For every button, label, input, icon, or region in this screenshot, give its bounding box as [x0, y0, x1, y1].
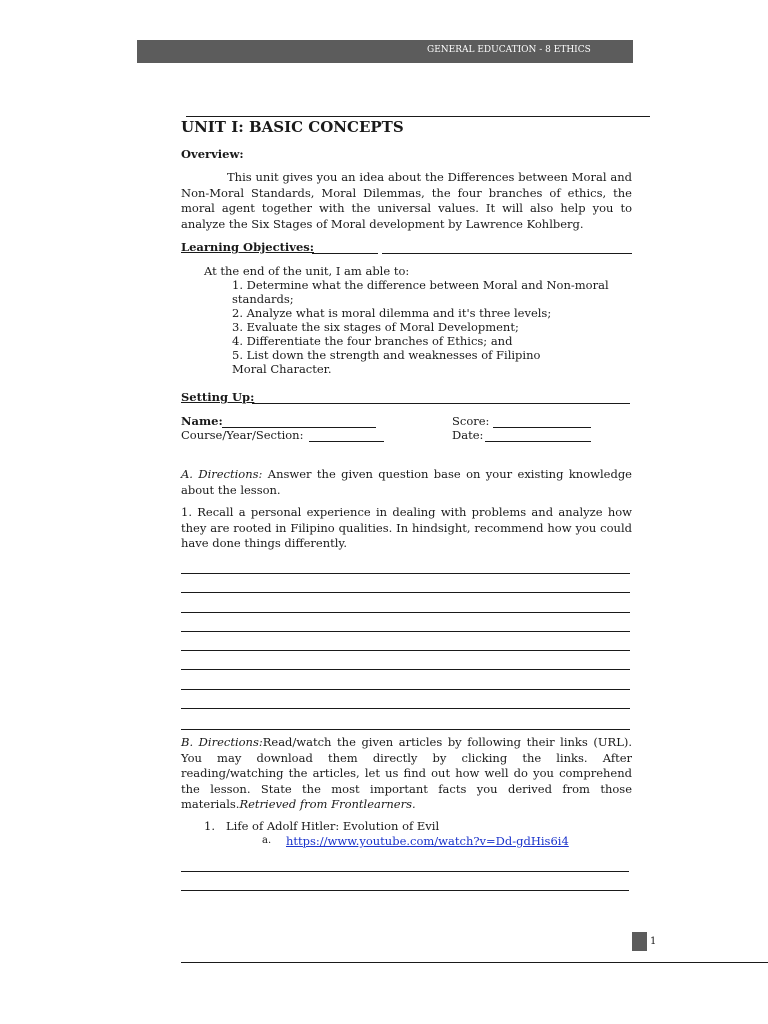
objective-item: 4. Differentiate the four branches of Ethics; and — [232, 334, 513, 348]
title-rule — [186, 116, 650, 117]
answer-line[interactable] — [181, 669, 630, 670]
page-number-box — [632, 932, 647, 951]
objectives-intro: At the end of the unit, I am able to: — [204, 264, 410, 278]
objective-item: Moral Character. — [232, 362, 332, 376]
answer-line[interactable] — [181, 592, 630, 593]
objective-item: 3. Evaluate the six stages of Moral Development; — [232, 320, 519, 334]
answer-line[interactable] — [181, 631, 630, 632]
part-b-text: Read/watch the given articles by following their links (URL). You may download them directly by clicking the links. After reading/watching the articles, let us find out how well do you comprehend the lesson. State the most important facts you derived from those materials. — [181, 735, 632, 811]
setting-up-underline — [252, 403, 630, 404]
overview-paragraph — [181, 170, 632, 232]
part-a-label: A. Directions: — [181, 467, 263, 481]
answer-line[interactable] — [181, 729, 630, 730]
answer-line[interactable] — [181, 650, 630, 651]
score-blank[interactable] — [493, 427, 591, 428]
article-title: Life of Adolf Hitler: Evolution of Evil — [226, 819, 440, 833]
score-label: Score: — [452, 414, 490, 428]
answer-line[interactable] — [181, 689, 630, 690]
answer-line[interactable] — [181, 890, 629, 891]
answer-line[interactable] — [181, 708, 630, 709]
objectives-heading: Learning Objectives: — [181, 240, 314, 254]
answer-line[interactable] — [181, 612, 630, 613]
unit-title: UNIT I: BASIC CONCEPTS — [181, 118, 404, 136]
part-b-source: Retrieved from Frontlearners. — [239, 797, 416, 811]
name-label: Name: — [181, 414, 223, 428]
link-marker: a. — [262, 835, 272, 846]
objectives-heading-underline — [312, 253, 378, 254]
course-blank[interactable] — [309, 441, 384, 442]
article-item-number: 1. — [204, 819, 215, 833]
overview-text: This unit gives you an idea about the Differences between Moral and Non-Moral Standards, Moral Dilemmas, the four branches of ethics, the moral agent together with the universal values. It will also help you to analyze the Six Stages of Moral development by Lawrence Kohlberg. — [181, 170, 632, 231]
page-header-bar — [137, 40, 633, 63]
overview-heading: Overview: — [181, 147, 244, 161]
answer-line[interactable] — [181, 871, 629, 872]
objective-item: standards; — [232, 292, 294, 306]
objective-item: 2. Analyze what is moral dilemma and it's three levels; — [232, 306, 552, 320]
objective-item: 5. List down the strength and weaknesses of Filipino — [232, 348, 541, 362]
footer-rule — [181, 962, 768, 963]
course-label: Course/Year/Section: — [181, 428, 304, 442]
question-1-text: 1. Recall a personal experience in dealing with problems and analyze how they are rooted in Filipino qualities. In hindsight, recommend how you could have done things differently. — [181, 505, 632, 550]
date-blank[interactable] — [485, 441, 591, 442]
part-a-question — [181, 505, 632, 552]
header-text: GENERAL EDUCATION - 8 ETHICS — [427, 45, 591, 55]
part-b-label: B. Directions: — [181, 735, 263, 749]
setting-up-heading: Setting Up: — [181, 390, 255, 404]
part-a-directions — [181, 467, 632, 498]
answer-line[interactable] — [181, 573, 630, 574]
part-b-directions — [181, 735, 632, 813]
date-label: Date: — [452, 428, 484, 442]
part-a-text: Answer the given question base on your existing knowledge about the lesson. — [181, 467, 632, 497]
youtube-link[interactable]: https://www.youtube.com/watch?v=Dd-gdHis6i4 — [286, 834, 569, 848]
objectives-heading-underline — [382, 253, 632, 254]
objective-item: 1. Determine what the difference between Moral and Non-moral — [232, 278, 609, 292]
page-number: 1 — [650, 936, 657, 947]
